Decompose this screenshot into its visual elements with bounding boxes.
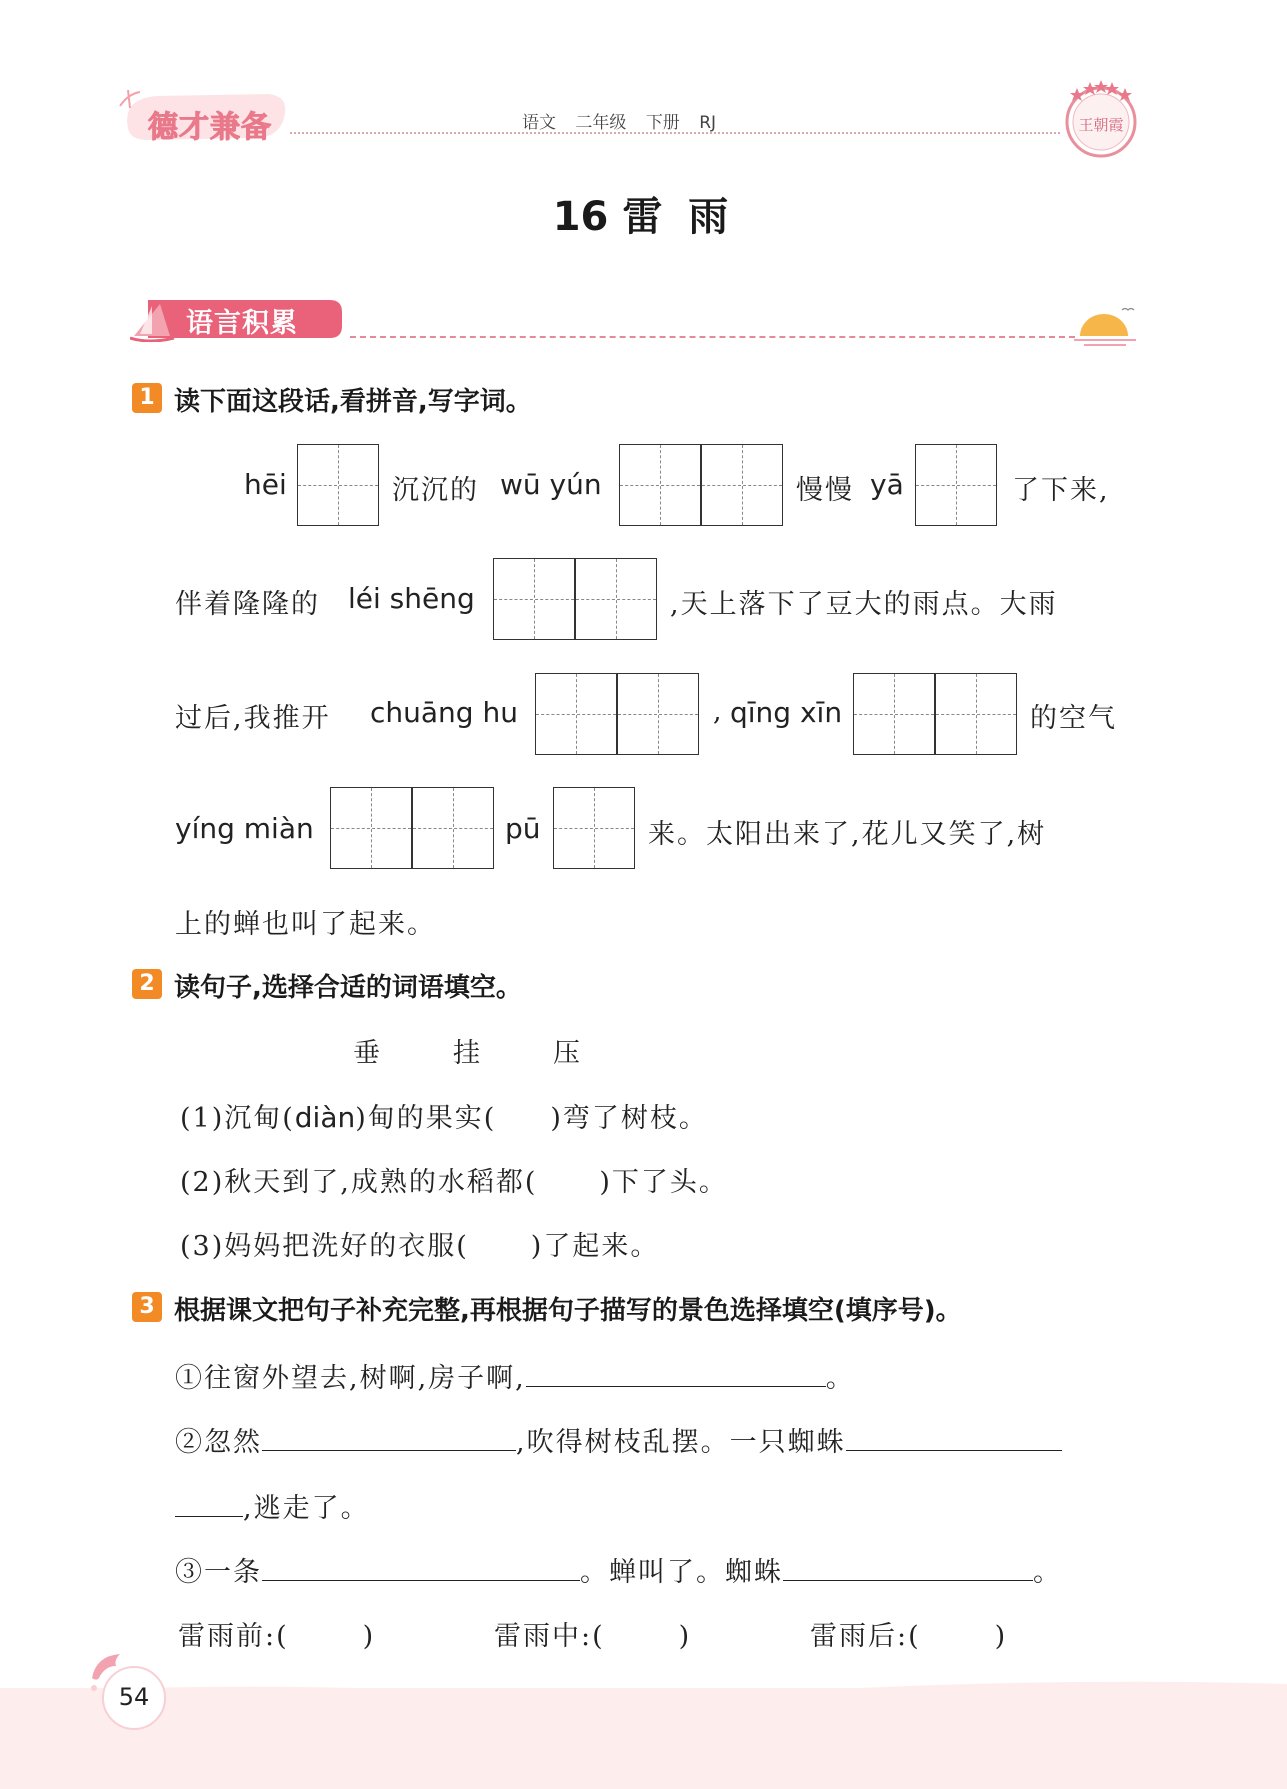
text-segment: 慢慢 bbox=[796, 475, 854, 506]
choice-after: 雷雨后:( ) bbox=[810, 1621, 1008, 1652]
text-segment: 过后,我推开 bbox=[175, 703, 331, 734]
author-seal bbox=[1060, 76, 1142, 164]
question-1-prompt: 读下面这段话,看拼音,写字词。 bbox=[174, 387, 532, 417]
sentence-s1: ①往窗外望去,树啊,房子啊, 。 bbox=[175, 1363, 855, 1394]
lesson-title: 雷 雨 bbox=[622, 194, 735, 240]
pinyin-chuanghu: chuāng hu bbox=[370, 696, 518, 729]
pinyin-hei: hēi bbox=[244, 468, 287, 501]
text-segment: 上的蝉也叫了起来。 bbox=[175, 909, 436, 940]
writing-box[interactable] bbox=[935, 673, 1017, 755]
choice-before: 雷雨前:( ) bbox=[178, 1621, 376, 1652]
section-label: 语言积累 bbox=[186, 308, 298, 339]
word-option: 压 bbox=[553, 1038, 582, 1069]
question-2-prompt: 读句子,选择合适的词语填空。 bbox=[174, 973, 522, 1003]
sentence-3: (3)妈妈把洗好的衣服( )了起来。 bbox=[180, 1231, 660, 1262]
text-segment: 沉沉的 bbox=[392, 475, 479, 506]
pinyin-pu: pū bbox=[505, 812, 541, 845]
brand-logo: 德才兼备 bbox=[148, 110, 272, 145]
writing-box[interactable] bbox=[575, 558, 657, 640]
answer-line[interactable] bbox=[262, 1556, 580, 1581]
writing-box[interactable] bbox=[553, 787, 635, 869]
lesson-number: 16 bbox=[552, 194, 609, 240]
writing-box[interactable] bbox=[915, 444, 997, 526]
pinyin-leisheng: léi shēng bbox=[348, 582, 475, 615]
answer-line[interactable] bbox=[175, 1492, 243, 1517]
pinyin-dian: diàn bbox=[294, 1101, 356, 1134]
meta-subject: 语文 bbox=[522, 113, 556, 133]
page-title bbox=[0, 185, 1287, 242]
answer-line[interactable] bbox=[526, 1362, 826, 1387]
text-segment: ,天上落下了豆大的雨点。大雨 bbox=[670, 589, 1058, 620]
answer-line[interactable] bbox=[846, 1426, 1062, 1451]
meta-grade: 二年级 bbox=[575, 113, 627, 133]
question-3-number: 3 bbox=[132, 1292, 162, 1322]
page-number: 54 bbox=[102, 1666, 166, 1730]
writing-box[interactable] bbox=[853, 673, 935, 755]
question-2-number: 2 bbox=[132, 969, 162, 999]
sentence-s3: ③一条 。蝉叫了。蜘蛛 。 bbox=[175, 1557, 1062, 1588]
choice-during: 雷雨中:( ) bbox=[494, 1621, 692, 1652]
meta-edition: RJ bbox=[699, 113, 717, 133]
pinyin-yingmian: yíng miàn bbox=[175, 812, 314, 845]
pinyin-qingxin: qīng xīn bbox=[730, 696, 843, 729]
answer-line[interactable] bbox=[783, 1556, 1033, 1581]
writing-box[interactable] bbox=[617, 673, 699, 755]
sentence-s2: ②忽然 ,吹得树枝乱摆。一只蜘蛛 bbox=[175, 1420, 1062, 1459]
sentence-1: (1)沉甸(diàn)甸的果实( )弯了树枝。 bbox=[180, 1101, 708, 1134]
pinyin-wuyun: wū yún bbox=[500, 468, 602, 501]
sentence-2: (2)秋天到了,成熟的水稻都( )下了头。 bbox=[180, 1167, 728, 1198]
writing-box[interactable] bbox=[535, 673, 617, 755]
seal-text: 王朝霞 bbox=[1078, 116, 1124, 134]
pinyin-ya: yā bbox=[870, 468, 904, 501]
text-segment: , bbox=[713, 696, 724, 727]
sunset-icon bbox=[1070, 300, 1140, 352]
writing-box[interactable] bbox=[330, 787, 412, 869]
writing-box[interactable] bbox=[619, 444, 701, 526]
meta-volume: 下册 bbox=[645, 113, 680, 133]
text-segment: 的空气 bbox=[1030, 703, 1117, 734]
writing-box[interactable] bbox=[297, 444, 379, 526]
question-3-prompt: 根据课文把句子补充完整,再根据句子描写的景色选择填空(填序号)。 bbox=[174, 1296, 962, 1326]
writing-box[interactable] bbox=[493, 558, 575, 640]
word-option: 挂 bbox=[453, 1038, 482, 1069]
book-meta bbox=[522, 108, 716, 133]
footer-band bbox=[0, 1688, 1287, 1789]
writing-box[interactable] bbox=[701, 444, 783, 526]
section-divider bbox=[350, 336, 1075, 338]
text-segment: 来。太阳出来了,花儿又笑了,树 bbox=[648, 819, 1047, 850]
answer-line[interactable] bbox=[262, 1426, 516, 1451]
writing-box[interactable] bbox=[412, 787, 494, 869]
question-1-number: 1 bbox=[132, 383, 162, 413]
text-segment: 了下来, bbox=[1012, 475, 1110, 506]
text-segment: 伴着隆隆的 bbox=[175, 589, 320, 620]
word-option: 垂 bbox=[353, 1038, 382, 1069]
sentence-s2-cont: ,逃走了。 bbox=[175, 1486, 370, 1525]
